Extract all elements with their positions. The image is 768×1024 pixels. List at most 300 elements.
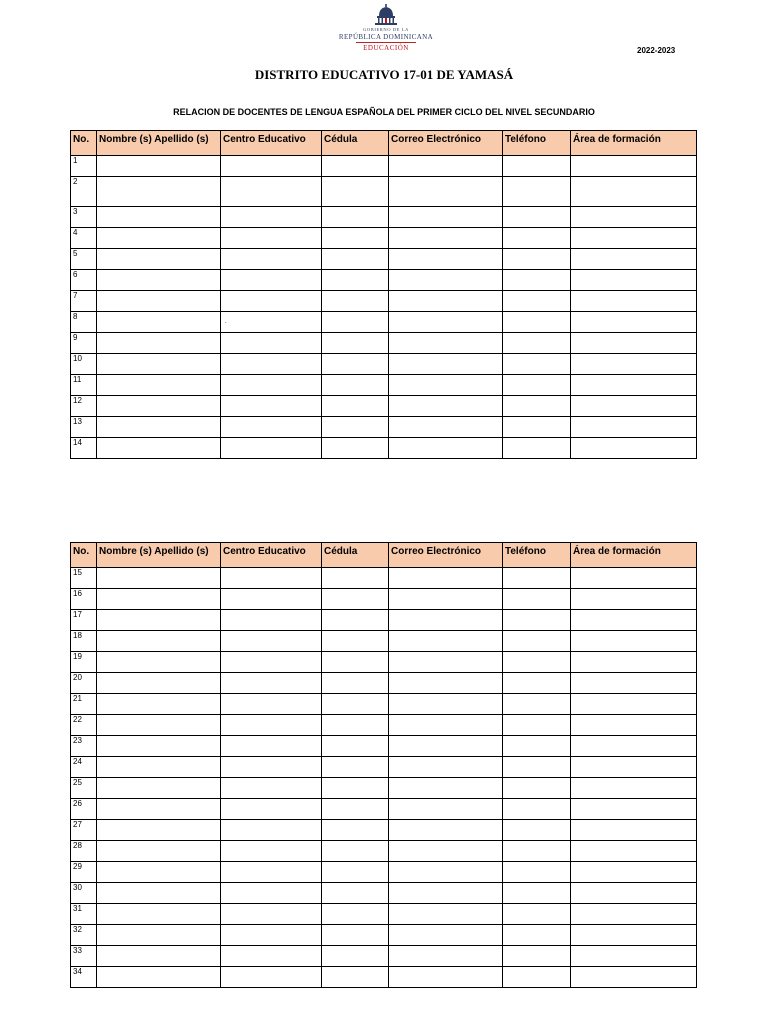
row-number: 5 bbox=[71, 249, 97, 270]
empty-cell[interactable] bbox=[221, 904, 322, 925]
empty-cell[interactable] bbox=[571, 841, 697, 862]
empty-cell[interactable] bbox=[221, 333, 322, 354]
empty-cell[interactable] bbox=[97, 967, 221, 988]
empty-cell[interactable] bbox=[221, 715, 322, 736]
empty-cell[interactable] bbox=[322, 715, 389, 736]
column-header: Cédula bbox=[322, 131, 389, 156]
empty-cell[interactable] bbox=[571, 156, 697, 177]
empty-cell[interactable] bbox=[389, 589, 503, 610]
empty-cell[interactable] bbox=[221, 925, 322, 946]
empty-cell[interactable] bbox=[389, 820, 503, 841]
table-row bbox=[71, 568, 697, 589]
empty-cell[interactable] bbox=[322, 396, 389, 417]
empty-cell[interactable] bbox=[571, 967, 697, 988]
empty-cell[interactable] bbox=[571, 417, 697, 438]
table-row bbox=[71, 333, 697, 354]
empty-cell[interactable] bbox=[322, 778, 389, 799]
empty-cell[interactable] bbox=[221, 417, 322, 438]
empty-cell[interactable] bbox=[322, 291, 389, 312]
empty-cell[interactable] bbox=[97, 312, 221, 333]
empty-cell[interactable] bbox=[322, 946, 389, 967]
empty-cell[interactable] bbox=[389, 841, 503, 862]
table-row bbox=[71, 778, 697, 799]
row-number: 24 bbox=[71, 757, 97, 778]
empty-cell[interactable] bbox=[221, 694, 322, 715]
row-number: 27 bbox=[71, 820, 97, 841]
empty-cell[interactable] bbox=[97, 228, 221, 249]
table-row bbox=[71, 312, 697, 333]
teachers-table-2 bbox=[70, 542, 697, 988]
logo-line-2: REPÚBLICA DOMINICANA bbox=[338, 33, 434, 41]
empty-cell[interactable] bbox=[221, 820, 322, 841]
empty-cell[interactable] bbox=[389, 715, 503, 736]
empty-cell[interactable] bbox=[322, 631, 389, 652]
empty-cell[interactable] bbox=[322, 270, 389, 291]
empty-cell[interactable] bbox=[322, 820, 389, 841]
row-number: 6 bbox=[71, 270, 97, 291]
empty-cell[interactable] bbox=[571, 820, 697, 841]
empty-cell[interactable] bbox=[389, 228, 503, 249]
empty-cell[interactable] bbox=[503, 967, 571, 988]
empty-cell[interactable] bbox=[571, 736, 697, 757]
empty-cell[interactable] bbox=[97, 354, 221, 375]
table-row bbox=[71, 673, 697, 694]
empty-cell[interactable] bbox=[221, 396, 322, 417]
logo-line-1: GOBIERNO DE LA bbox=[363, 27, 409, 32]
empty-cell[interactable] bbox=[221, 610, 322, 631]
empty-cell[interactable] bbox=[389, 652, 503, 673]
empty-cell[interactable] bbox=[97, 207, 221, 228]
empty-cell[interactable] bbox=[571, 883, 697, 904]
row-number: 4 bbox=[71, 228, 97, 249]
row-number: 7 bbox=[71, 291, 97, 312]
empty-cell[interactable] bbox=[571, 778, 697, 799]
empty-cell[interactable] bbox=[97, 946, 221, 967]
empty-cell[interactable] bbox=[503, 841, 571, 862]
empty-cell[interactable] bbox=[97, 270, 221, 291]
empty-cell[interactable] bbox=[571, 862, 697, 883]
empty-cell[interactable] bbox=[389, 270, 503, 291]
empty-cell[interactable] bbox=[389, 694, 503, 715]
empty-cell[interactable] bbox=[97, 396, 221, 417]
empty-cell[interactable] bbox=[571, 177, 697, 207]
row-number: 22 bbox=[71, 715, 97, 736]
empty-cell[interactable] bbox=[571, 207, 697, 228]
empty-cell[interactable] bbox=[322, 757, 389, 778]
row-number: 33 bbox=[71, 946, 97, 967]
table-row bbox=[71, 652, 697, 673]
empty-cell[interactable] bbox=[97, 333, 221, 354]
stray-mark: . bbox=[225, 319, 227, 325]
empty-cell[interactable] bbox=[389, 757, 503, 778]
column-header: Correo Electrónico bbox=[389, 131, 503, 156]
empty-cell[interactable] bbox=[389, 156, 503, 177]
empty-cell[interactable] bbox=[97, 778, 221, 799]
empty-cell[interactable] bbox=[503, 312, 571, 333]
empty-cell[interactable] bbox=[322, 207, 389, 228]
empty-cell[interactable] bbox=[571, 568, 697, 589]
empty-cell[interactable] bbox=[503, 589, 571, 610]
table-row bbox=[71, 631, 697, 652]
empty-cell[interactable] bbox=[221, 652, 322, 673]
empty-cell[interactable] bbox=[571, 946, 697, 967]
empty-cell[interactable] bbox=[221, 757, 322, 778]
empty-cell[interactable] bbox=[221, 156, 322, 177]
empty-cell[interactable] bbox=[503, 270, 571, 291]
table-row bbox=[71, 207, 697, 228]
empty-cell[interactable] bbox=[503, 438, 571, 459]
row-number: 31 bbox=[71, 904, 97, 925]
empty-cell[interactable] bbox=[389, 312, 503, 333]
empty-cell[interactable] bbox=[221, 631, 322, 652]
empty-cell[interactable] bbox=[503, 694, 571, 715]
table-row bbox=[71, 228, 697, 249]
empty-cell[interactable] bbox=[503, 354, 571, 375]
table-row bbox=[71, 396, 697, 417]
empty-cell[interactable] bbox=[221, 228, 322, 249]
empty-cell[interactable] bbox=[322, 652, 389, 673]
empty-cell[interactable] bbox=[322, 438, 389, 459]
table-row bbox=[71, 736, 697, 757]
empty-cell[interactable] bbox=[571, 438, 697, 459]
empty-cell[interactable] bbox=[97, 375, 221, 396]
empty-cell[interactable] bbox=[571, 799, 697, 820]
empty-cell[interactable] bbox=[571, 291, 697, 312]
table-row bbox=[71, 799, 697, 820]
empty-cell[interactable] bbox=[389, 736, 503, 757]
empty-cell[interactable] bbox=[389, 291, 503, 312]
empty-cell[interactable] bbox=[503, 652, 571, 673]
empty-cell[interactable] bbox=[221, 375, 322, 396]
row-number: 20 bbox=[71, 673, 97, 694]
empty-cell[interactable] bbox=[503, 291, 571, 312]
column-header: Área de formación bbox=[571, 131, 697, 156]
table-row bbox=[71, 270, 697, 291]
empty-cell[interactable] bbox=[389, 673, 503, 694]
empty-cell[interactable] bbox=[389, 177, 503, 207]
empty-cell[interactable] bbox=[221, 207, 322, 228]
table-row bbox=[71, 904, 697, 925]
empty-cell[interactable] bbox=[571, 589, 697, 610]
empty-cell[interactable] bbox=[503, 631, 571, 652]
empty-cell[interactable] bbox=[571, 904, 697, 925]
empty-cell[interactable] bbox=[322, 799, 389, 820]
empty-cell[interactable] bbox=[389, 967, 503, 988]
empty-cell[interactable] bbox=[503, 883, 571, 904]
empty-cell[interactable] bbox=[503, 207, 571, 228]
empty-cell[interactable] bbox=[571, 925, 697, 946]
empty-cell[interactable] bbox=[389, 354, 503, 375]
column-header: Centro Educativo bbox=[221, 543, 322, 568]
empty-cell[interactable] bbox=[97, 904, 221, 925]
empty-cell[interactable] bbox=[571, 631, 697, 652]
row-number: 25 bbox=[71, 778, 97, 799]
empty-cell[interactable] bbox=[322, 925, 389, 946]
empty-cell[interactable] bbox=[322, 417, 389, 438]
teachers-table-1 bbox=[70, 130, 697, 459]
empty-cell[interactable] bbox=[322, 156, 389, 177]
column-header: No. bbox=[71, 131, 97, 156]
column-header: Nombre (s) Apellido (s) bbox=[97, 131, 221, 156]
column-header: Correo Electrónico bbox=[389, 543, 503, 568]
row-number: 19 bbox=[71, 652, 97, 673]
table-row bbox=[71, 715, 697, 736]
empty-cell[interactable] bbox=[97, 883, 221, 904]
empty-cell[interactable] bbox=[503, 333, 571, 354]
empty-cell[interactable] bbox=[389, 631, 503, 652]
column-header: Nombre (s) Apellido (s) bbox=[97, 543, 221, 568]
empty-cell[interactable] bbox=[322, 673, 389, 694]
empty-cell[interactable] bbox=[97, 249, 221, 270]
empty-cell[interactable] bbox=[221, 354, 322, 375]
empty-cell[interactable] bbox=[97, 568, 221, 589]
table-row bbox=[71, 946, 697, 967]
row-number: 13 bbox=[71, 417, 97, 438]
row-number: 12 bbox=[71, 396, 97, 417]
column-header: Cédula bbox=[322, 543, 389, 568]
empty-cell[interactable] bbox=[503, 820, 571, 841]
row-number: 9 bbox=[71, 333, 97, 354]
empty-cell[interactable] bbox=[322, 862, 389, 883]
table-row bbox=[71, 156, 697, 177]
table-header-row bbox=[71, 543, 697, 568]
empty-cell[interactable] bbox=[503, 156, 571, 177]
empty-cell[interactable] bbox=[503, 249, 571, 270]
empty-cell[interactable] bbox=[322, 694, 389, 715]
empty-cell[interactable] bbox=[97, 841, 221, 862]
document-subtitle: RELACION DE DOCENTES DE LENGUA ESPAÑOLA DEL PRIMER CICLO DEL NIVEL SECUNDARIO bbox=[173, 107, 595, 117]
empty-cell[interactable] bbox=[221, 862, 322, 883]
empty-cell[interactable] bbox=[97, 820, 221, 841]
empty-cell[interactable] bbox=[503, 904, 571, 925]
empty-cell[interactable] bbox=[221, 312, 322, 333]
row-number: 14 bbox=[71, 438, 97, 459]
empty-cell[interactable] bbox=[389, 568, 503, 589]
empty-cell[interactable] bbox=[503, 736, 571, 757]
empty-cell[interactable] bbox=[322, 228, 389, 249]
empty-cell[interactable] bbox=[97, 715, 221, 736]
empty-cell[interactable] bbox=[221, 249, 322, 270]
row-number: 2 bbox=[71, 177, 97, 207]
empty-cell[interactable] bbox=[221, 589, 322, 610]
column-header: Centro Educativo bbox=[221, 131, 322, 156]
empty-cell[interactable] bbox=[503, 757, 571, 778]
table-row bbox=[71, 249, 697, 270]
row-number: 10 bbox=[71, 354, 97, 375]
table-row bbox=[71, 417, 697, 438]
empty-cell[interactable] bbox=[571, 673, 697, 694]
empty-cell[interactable] bbox=[322, 375, 389, 396]
empty-cell[interactable] bbox=[389, 207, 503, 228]
empty-cell[interactable] bbox=[571, 715, 697, 736]
empty-cell[interactable] bbox=[221, 778, 322, 799]
empty-cell[interactable] bbox=[503, 715, 571, 736]
column-header: Teléfono bbox=[503, 131, 571, 156]
empty-cell[interactable] bbox=[322, 354, 389, 375]
empty-cell[interactable] bbox=[97, 156, 221, 177]
empty-cell[interactable] bbox=[571, 249, 697, 270]
empty-cell[interactable] bbox=[389, 799, 503, 820]
empty-cell[interactable] bbox=[221, 291, 322, 312]
empty-cell[interactable] bbox=[221, 438, 322, 459]
empty-cell[interactable] bbox=[322, 904, 389, 925]
row-number: 29 bbox=[71, 862, 97, 883]
empty-cell[interactable] bbox=[503, 778, 571, 799]
row-number: 32 bbox=[71, 925, 97, 946]
empty-cell[interactable] bbox=[97, 610, 221, 631]
empty-cell[interactable] bbox=[571, 757, 697, 778]
row-number: 30 bbox=[71, 883, 97, 904]
empty-cell[interactable] bbox=[221, 673, 322, 694]
empty-cell[interactable] bbox=[322, 967, 389, 988]
logo bbox=[330, 4, 442, 52]
table-row bbox=[71, 610, 697, 631]
empty-cell[interactable] bbox=[97, 631, 221, 652]
empty-cell[interactable] bbox=[571, 694, 697, 715]
empty-cell[interactable] bbox=[503, 799, 571, 820]
empty-cell[interactable] bbox=[97, 177, 221, 207]
empty-cell[interactable] bbox=[389, 778, 503, 799]
empty-cell[interactable] bbox=[97, 694, 221, 715]
row-number: 15 bbox=[71, 568, 97, 589]
table-row bbox=[71, 589, 697, 610]
row-number: 11 bbox=[71, 375, 97, 396]
empty-cell[interactable] bbox=[97, 757, 221, 778]
table-row bbox=[71, 354, 697, 375]
table-row bbox=[71, 820, 697, 841]
empty-cell[interactable] bbox=[503, 925, 571, 946]
empty-cell[interactable] bbox=[389, 946, 503, 967]
empty-cell[interactable] bbox=[389, 610, 503, 631]
row-number: 23 bbox=[71, 736, 97, 757]
empty-cell[interactable] bbox=[503, 177, 571, 207]
empty-cell[interactable] bbox=[571, 354, 697, 375]
empty-cell[interactable] bbox=[221, 883, 322, 904]
empty-cell[interactable] bbox=[221, 270, 322, 291]
empty-cell[interactable] bbox=[97, 589, 221, 610]
empty-cell[interactable] bbox=[571, 333, 697, 354]
column-header: Teléfono bbox=[503, 543, 571, 568]
empty-cell[interactable] bbox=[221, 946, 322, 967]
empty-cell[interactable] bbox=[322, 736, 389, 757]
empty-cell[interactable] bbox=[503, 568, 571, 589]
empty-cell[interactable] bbox=[97, 925, 221, 946]
document-title: DISTRITO EDUCATIVO 17-01 DE YAMASÁ bbox=[254, 67, 514, 82]
empty-cell[interactable] bbox=[97, 799, 221, 820]
empty-cell[interactable] bbox=[503, 610, 571, 631]
empty-cell[interactable] bbox=[571, 610, 697, 631]
empty-cell[interactable] bbox=[389, 904, 503, 925]
empty-cell[interactable] bbox=[97, 862, 221, 883]
empty-cell[interactable] bbox=[503, 396, 571, 417]
empty-cell[interactable] bbox=[322, 333, 389, 354]
empty-cell[interactable] bbox=[97, 652, 221, 673]
empty-cell[interactable] bbox=[221, 967, 322, 988]
empty-cell[interactable] bbox=[503, 862, 571, 883]
empty-cell[interactable] bbox=[503, 228, 571, 249]
table-row bbox=[71, 841, 697, 862]
empty-cell[interactable] bbox=[389, 417, 503, 438]
empty-cell[interactable] bbox=[221, 841, 322, 862]
empty-cell[interactable] bbox=[503, 673, 571, 694]
empty-cell[interactable] bbox=[389, 438, 503, 459]
empty-cell[interactable] bbox=[571, 396, 697, 417]
table-row bbox=[71, 967, 697, 988]
empty-cell[interactable] bbox=[221, 799, 322, 820]
table-row bbox=[71, 925, 697, 946]
table-row bbox=[71, 375, 697, 396]
row-number: 21 bbox=[71, 694, 97, 715]
row-number: 34 bbox=[71, 967, 97, 988]
column-header: Área de formación bbox=[571, 543, 697, 568]
empty-cell[interactable] bbox=[221, 177, 322, 207]
logo-line-3: EDUCACIÓN bbox=[363, 44, 409, 52]
empty-cell[interactable] bbox=[571, 270, 697, 291]
empty-cell[interactable] bbox=[322, 312, 389, 333]
table-row bbox=[71, 291, 697, 312]
column-header: No. bbox=[71, 543, 97, 568]
empty-cell[interactable] bbox=[322, 249, 389, 270]
empty-cell[interactable] bbox=[389, 375, 503, 396]
table-row bbox=[71, 694, 697, 715]
table-header-row bbox=[71, 131, 697, 156]
row-number: 16 bbox=[71, 589, 97, 610]
empty-cell[interactable] bbox=[389, 925, 503, 946]
empty-cell[interactable] bbox=[97, 417, 221, 438]
empty-cell[interactable] bbox=[503, 417, 571, 438]
empty-cell[interactable] bbox=[503, 375, 571, 396]
empty-cell[interactable] bbox=[97, 673, 221, 694]
table-row bbox=[71, 862, 697, 883]
row-number: 1 bbox=[71, 156, 97, 177]
empty-cell[interactable] bbox=[389, 249, 503, 270]
row-number: 3 bbox=[71, 207, 97, 228]
empty-cell[interactable] bbox=[503, 946, 571, 967]
empty-cell[interactable] bbox=[389, 862, 503, 883]
empty-cell[interactable] bbox=[389, 883, 503, 904]
row-number: 26 bbox=[71, 799, 97, 820]
table-row bbox=[71, 177, 697, 207]
empty-cell[interactable] bbox=[571, 652, 697, 673]
empty-cell[interactable] bbox=[97, 438, 221, 459]
empty-cell[interactable] bbox=[389, 333, 503, 354]
capitol-dome-icon bbox=[373, 4, 399, 26]
empty-cell[interactable] bbox=[221, 568, 322, 589]
empty-cell[interactable] bbox=[322, 883, 389, 904]
empty-cell[interactable] bbox=[571, 375, 697, 396]
table-row bbox=[71, 883, 697, 904]
empty-cell[interactable] bbox=[322, 610, 389, 631]
row-number: 17 bbox=[71, 610, 97, 631]
empty-cell[interactable] bbox=[571, 228, 697, 249]
empty-cell[interactable] bbox=[97, 736, 221, 757]
empty-cell[interactable] bbox=[571, 312, 697, 333]
row-number: 28 bbox=[71, 841, 97, 862]
empty-cell[interactable] bbox=[322, 589, 389, 610]
logo-divider bbox=[356, 42, 416, 43]
row-number: 18 bbox=[71, 631, 97, 652]
school-year: 2022-2023 bbox=[637, 46, 676, 55]
empty-cell[interactable] bbox=[221, 736, 322, 757]
table-row bbox=[71, 438, 697, 459]
empty-cell[interactable] bbox=[389, 396, 503, 417]
empty-cell[interactable] bbox=[322, 568, 389, 589]
empty-cell[interactable] bbox=[97, 291, 221, 312]
empty-cell[interactable] bbox=[322, 177, 389, 207]
empty-cell[interactable] bbox=[322, 841, 389, 862]
row-number: 8 bbox=[71, 312, 97, 333]
table-row bbox=[71, 757, 697, 778]
